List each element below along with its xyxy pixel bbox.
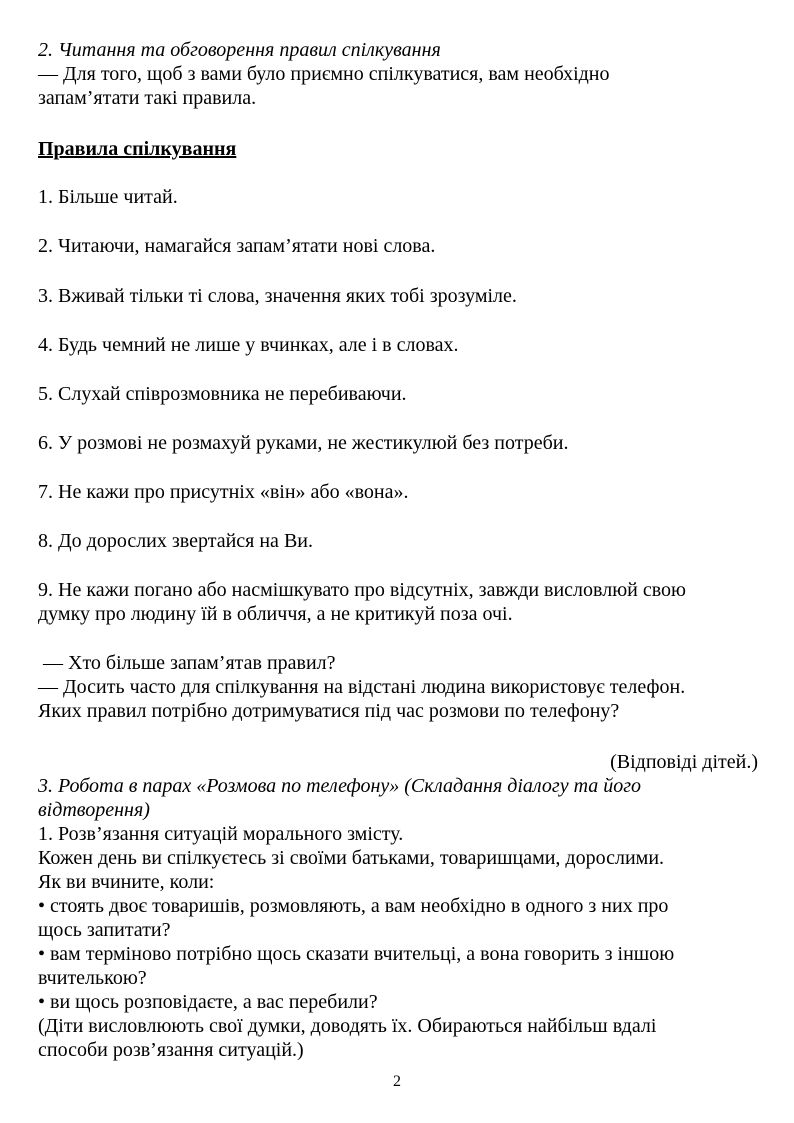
document-page (38, 38, 758, 1062)
bullet-3: • ви щось розповідаєте, а вас перебили? (38, 991, 378, 1013)
rule-item-9-line-1: 9. Не кажи погано або насмішкувато про відсутніх, завжди висловлюй свою (38, 579, 686, 601)
bullet-2-line-1: • вам терміново потрібно щось сказати вчительці, а вона говорить з іншою (38, 943, 675, 965)
section-2-intro-line-2: запам’ятати такі правила. (38, 87, 257, 109)
closing-line-2: способи розв’язання ситуацій.) (38, 1039, 304, 1061)
answer-note: (Відповіді дітей.) (610, 751, 758, 773)
rule-item-5: 5. Слухай співрозмовника не перебиваючи. (38, 383, 407, 405)
section-2-title: 2. Читання та обговорення правил спілкування (38, 39, 441, 61)
section-2-intro-line-1: — Для того, щоб з вами було приємно спілкуватися, вам необхідно (38, 63, 610, 85)
page-number: 2 (393, 1073, 401, 1090)
question-1: — Хто більше запам’ятав правил? (38, 652, 336, 674)
bullet-1-line-2: щось запитати? (38, 919, 171, 941)
rule-item-1: 1. Більше читай. (38, 186, 178, 208)
rule-item-8: 8. До дорослих звертайся на Ви. (38, 530, 313, 552)
rule-item-2: 2. Читаючи, намагайся запам’ятати нові слова. (38, 235, 436, 257)
closing-line-1: (Діти висловлюють свої думки, доводять їх. Обираються найбільш вдалі (38, 1015, 657, 1037)
rules-heading: Правила спілкування (38, 138, 237, 160)
question-2-line-2: Яких правил потрібно дотримуватися під час розмови по телефону? (38, 700, 620, 722)
question-2-line-1: — Досить часто для спілкування на відстані людина використовує телефон. (38, 676, 686, 698)
section-3-title-line-1: 3. Робота в парах «Розмова по телефону» (Складання діалогу та його (38, 775, 642, 797)
rule-item-6: 6. У розмові не розмахуй руками, не жестикулюй без потреби. (38, 432, 569, 454)
section-3-subtitle: 1. Розв’язання ситуацій морального змісту. (38, 823, 404, 845)
rule-item-4: 4. Будь чемний не лише у вчинках, але і в словах. (38, 334, 459, 356)
rule-item-3: 3. Вживай тільки ті слова, значення яких тобі зрозуміле. (38, 285, 517, 307)
section-3-text-line-1: Кожен день ви спілкуєтесь зі своїми батьками, товаришцами, дорослими. (38, 847, 665, 869)
rule-item-9-line-2: думку про людину їй в обличчя, а не критикуй поза очі. (38, 603, 513, 625)
section-3-text-line-2: Як ви вчините, коли: (38, 871, 215, 893)
bullet-2-line-2: вчителькою? (38, 967, 147, 989)
bullet-1-line-1: • стоять двоє товаришів, розмовляють, а вам необхідно в одного з них про (38, 895, 669, 917)
section-3-title-line-2: відтворення) (38, 799, 150, 821)
rule-item-7: 7. Не кажи про присутніх «він» або «вона». (38, 481, 409, 503)
